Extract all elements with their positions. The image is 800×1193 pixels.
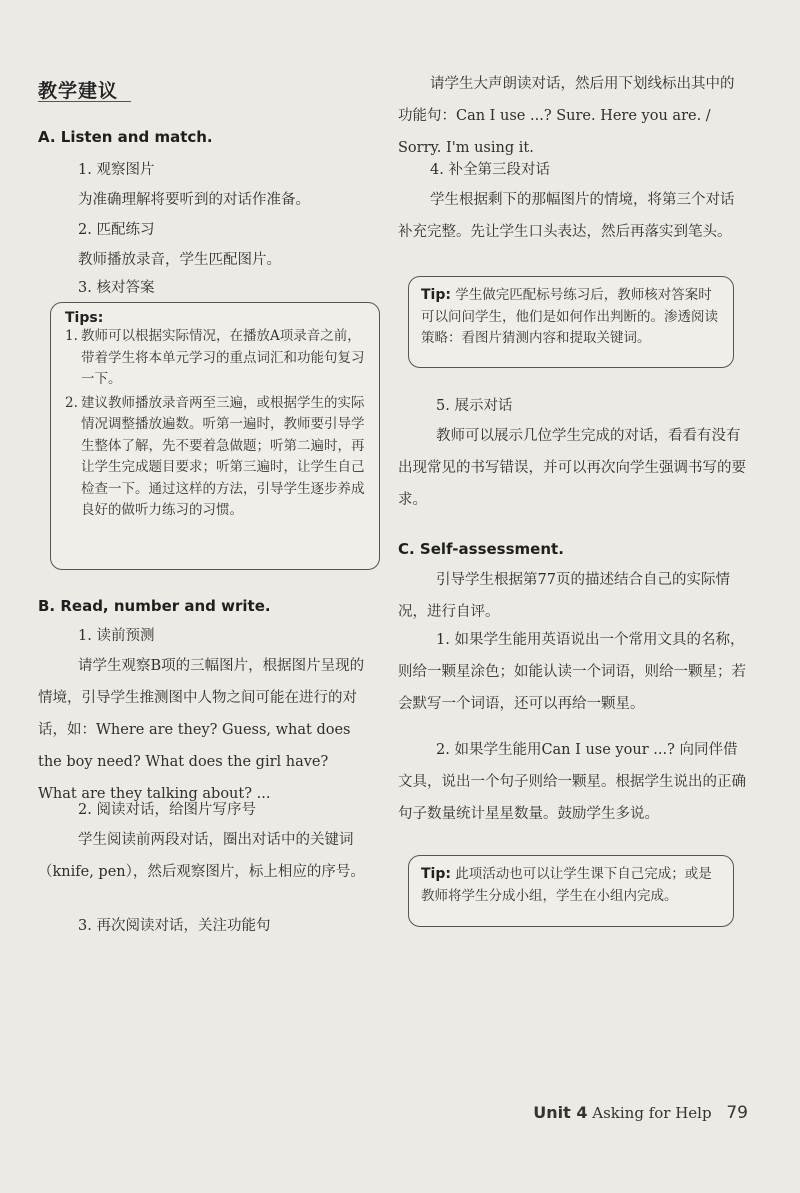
section-b-step2: 2. 阅读对话，给图片写序号 <box>78 802 256 818</box>
section-a-heading: A. Listen and match. <box>38 128 213 146</box>
tips-item <box>65 393 367 522</box>
section-a-step1: 1. 观察图片 <box>78 162 155 178</box>
tip-text: 学生做完匹配标号练习后，教师核对答案时可以问问学生，他们是如何作出判断的。渗透阅读策略：看图片猜测内容和提取关键词。 <box>421 287 718 346</box>
section-b-step4-text: 学生根据剩下的那幅图片的情境，将第三个对话补充完整。先让学生口头表达，然后再落实到笔头。 <box>398 192 735 240</box>
title-underline <box>38 101 131 102</box>
tip-label: Tip: <box>421 287 451 303</box>
tips-item-text: 教师可以根据实际情况，在播放A项录音之前，带着学生将本单元学习的重点词汇和功能句复习一下。 <box>81 328 365 387</box>
tips-box-a <box>50 302 380 570</box>
section-b-step3: 3. 再次阅读对话，关注功能句 <box>78 918 271 934</box>
tips-item-number: 1. <box>65 328 78 344</box>
section-b-step3-text: 请学生大声朗读对话，然后用下划线标出其中的功能句：Can I use ...? Sure. Here you are. / Sorry. I'm using it. <box>398 76 735 156</box>
section-c-item1: 1. 如果学生能用英语说出一个常用文具的名称，则给一颗星涂色；如能认读一个词语，则给一颗星；若会默写一个词语，还可以再给一颗星。 <box>398 632 746 712</box>
section-a-step2-text: 教师播放录音，学生匹配图片。 <box>78 252 281 268</box>
section-b-step1-text: 请学生观察B项的三幅图片，根据图片呈现的情境，引导学生推测图中人物之间可能在进行的对话，如：Where are they? Guess, what does the boy need? What does the girl have? What are they talking about? ... <box>38 658 365 802</box>
footer-unit: Unit 4 <box>533 1103 588 1122</box>
tips-item <box>65 326 367 391</box>
tip-text: 此项活动也可以让学生课下自己完成；或是教师将学生分成小组，学生在小组内完成。 <box>421 866 712 904</box>
section-c-intro: 引导学生根据第77页的描述结合自己的实际情况，进行自评。 <box>398 572 730 620</box>
page-footer <box>533 1103 748 1123</box>
section-b-step5: 5. 展示对话 <box>436 398 513 414</box>
tip-label: Tip: <box>421 866 451 882</box>
section-b-step5-text: 教师可以展示几位学生完成的对话，看看有没有出现常见的书写错误，并可以再次向学生强调书写的要求。 <box>398 428 746 508</box>
tips-label: Tips: <box>65 310 104 326</box>
section-b-step2-text: 学生阅读前两段对话，圈出对话中的关键词（knife, pen），然后观察图片，标上相应的序号。 <box>38 832 365 880</box>
section-c-item2: 2. 如果学生能用Can I use your ...? 向同伴借文具，说出一个句子则给一颗星。根据学生说出的正确句子数量统计星星数量。鼓励学生多说。 <box>398 742 746 822</box>
section-b-step1: 1. 读前预测 <box>78 628 155 644</box>
section-a-step3: 3. 核对答案 <box>78 280 155 296</box>
page-number: 79 <box>726 1103 748 1123</box>
tips-item-number: 2. <box>65 394 78 411</box>
section-b-heading: B. Read, number and write. <box>38 597 271 615</box>
tip-box-c-content <box>421 864 721 907</box>
tip-box-b <box>408 276 734 368</box>
tips-list <box>65 326 367 522</box>
page-title: 教学建议 <box>38 80 119 102</box>
section-a-step1-text: 为准确理解将要听到的对话作准备。 <box>78 192 310 208</box>
footer-unit-title: Asking for Help <box>592 1104 712 1122</box>
tip-box-c <box>408 855 734 927</box>
tip-box-b-content <box>421 285 721 350</box>
tips-item-text: 建议教师播放录音两至三遍，或根据学生的实际情况调整播放遍数。听第一遍时，教师要引导学生整体了解，先不要着急做题；听第二遍时，再让学生完成题目要求；听第三遍时，让学生自己检查一下。通过这样的方法，引导学生逐步养成良好的做听力练习的习惯。 <box>81 394 365 518</box>
section-a-step2: 2. 匹配练习 <box>78 222 155 238</box>
section-b-step4: 4. 补全第三段对话 <box>430 162 550 178</box>
section-c-heading: C. Self-assessment. <box>398 540 564 558</box>
